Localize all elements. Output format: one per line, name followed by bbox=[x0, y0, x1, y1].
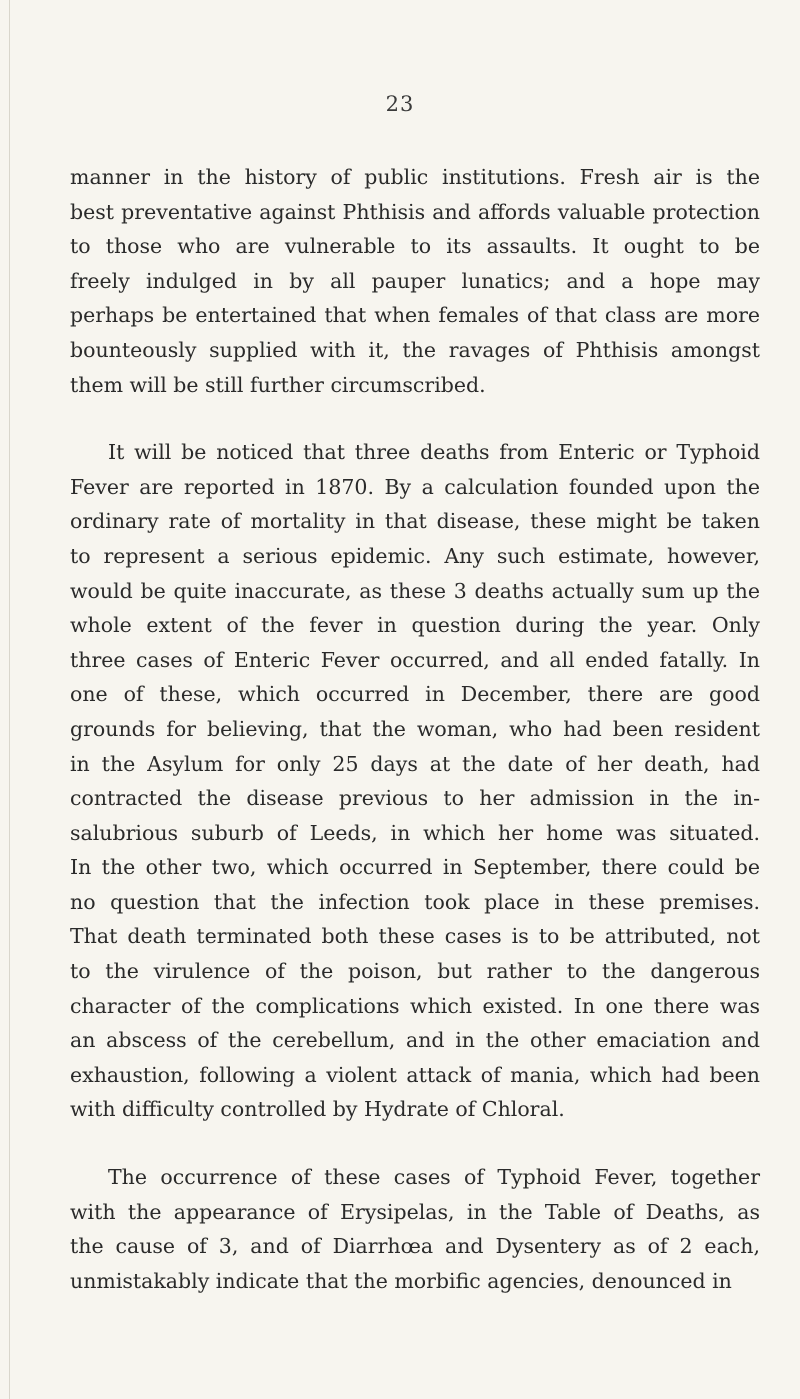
page-edge-shadow bbox=[9, 0, 10, 1399]
text-line: the cause of 3, and of Diarrhœa and Dysentery as of 2 each, bbox=[70, 1234, 760, 1259]
text-line: manner in the history of public institutions. Fresh air is the bbox=[70, 165, 760, 189]
text-line: In the other two, which occurred in September, there could be bbox=[70, 855, 760, 880]
text-line: with the appearance of Erysipelas, in the Table of Deaths, as bbox=[70, 1199, 760, 1224]
page-number: 23 bbox=[385, 92, 415, 116]
text-line: with difficulty controlled by Hydrate of Chloral. bbox=[70, 1097, 565, 1122]
text-line: best preventative against Phthisis and affords valuable protection bbox=[70, 199, 760, 224]
text-line: Fever are reported in 1870. By a calculation founded upon the bbox=[70, 474, 760, 499]
text-line: exhaustion, following a violent attack of mania, which had been bbox=[70, 1062, 760, 1087]
text-line: to those who are vulnerable to its assaults. It ought to be bbox=[70, 234, 760, 259]
text-line: whole extent of the fever in question during the year. Only bbox=[70, 613, 760, 638]
text-line: grounds for believing, that the woman, who had been resident bbox=[70, 716, 760, 741]
text-line: no question that the infection took place in these premises. bbox=[70, 889, 760, 914]
body-text bbox=[70, 160, 760, 1331]
text-line: would be quite inaccurate, as these 3 deaths actually sum up the bbox=[70, 578, 760, 603]
text-line: to represent a serious epidemic. Any such estimate, however, bbox=[70, 543, 760, 568]
text-line: an abscess of the cerebellum, and in the other emaciation and bbox=[70, 1028, 760, 1053]
text-line: one of these, which occurred in December, there are good bbox=[70, 682, 760, 707]
text-line: perhaps be entertained that when females of that class are more bbox=[70, 303, 760, 328]
text-line: ordinary rate of mortality in that disease, these might be taken bbox=[70, 509, 760, 534]
text-line: them will be still further circumscribed. bbox=[70, 372, 486, 397]
text-line: to the virulence of the poison, but rather to the dangerous bbox=[70, 959, 760, 984]
text-line: bounteously supplied with it, the ravages of Phthisis amongst bbox=[70, 337, 760, 362]
text-line: The occurrence of these cases of Typhoid Fever, together bbox=[108, 1165, 760, 1190]
text-line: three cases of Enteric Fever occurred, and all ended fatally. In bbox=[70, 647, 760, 672]
text-line: contracted the disease previous to her admission in the in- bbox=[70, 786, 760, 811]
text-line: salubrious suburb of Leeds, in which her home was situated. bbox=[70, 820, 760, 845]
paragraph bbox=[70, 1160, 760, 1298]
paragraph bbox=[70, 160, 760, 402]
text-line: character of the complications which existed. In one there was bbox=[70, 993, 760, 1018]
text-line: in the Asylum for only 25 days at the date of her death, had bbox=[70, 751, 760, 776]
paragraph bbox=[70, 435, 760, 1127]
text-line: freely indulged in by all pauper lunatics; and a hope may bbox=[70, 268, 760, 293]
text-line: That death terminated both these cases is to be attributed, not bbox=[70, 924, 760, 949]
text-line: unmistakably indicate that the morbific agencies, denounced in bbox=[70, 1268, 732, 1293]
text-line: It will be noticed that three deaths from Enteric or Typhoid bbox=[108, 440, 760, 465]
